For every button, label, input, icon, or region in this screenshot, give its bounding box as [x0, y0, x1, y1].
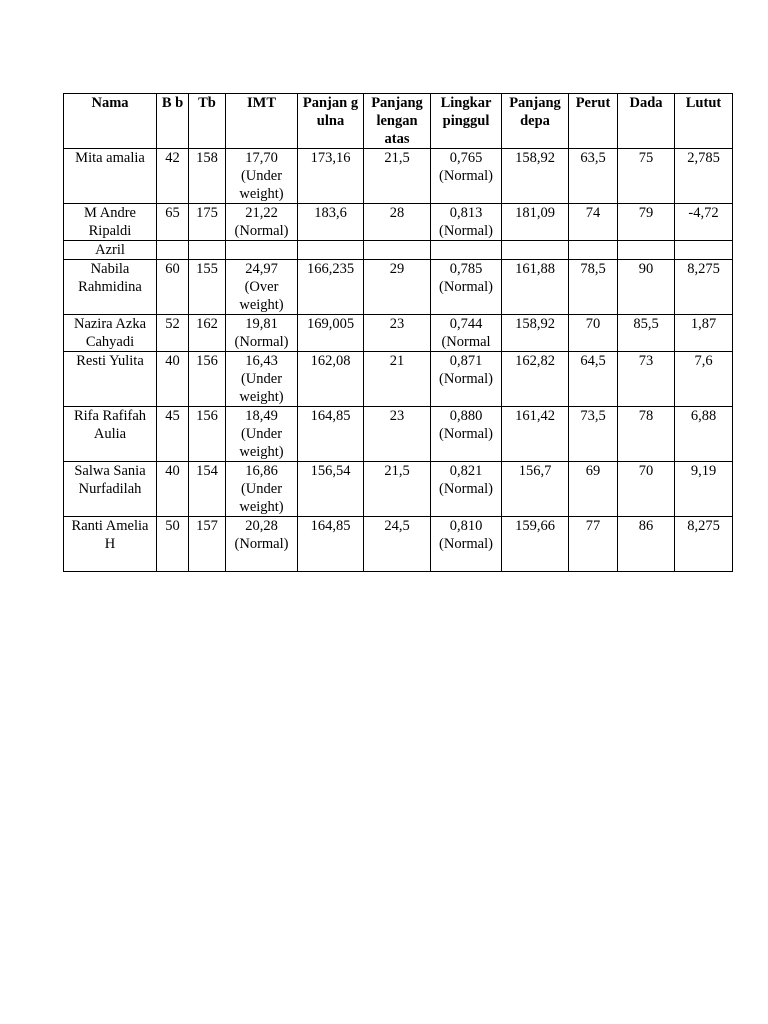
cell-bb: 42 [157, 149, 189, 204]
cell-imt: 18,49 (Under weight) [226, 407, 298, 462]
cell-imt: 16,43 (Under weight) [226, 352, 298, 407]
header-lingkar-pinggul: Lingkar pinggul [431, 94, 502, 149]
cell-tb: 158 [189, 149, 226, 204]
cell-bb: 65 [157, 204, 189, 241]
table-row [64, 462, 733, 517]
cell-perut [569, 241, 618, 260]
header-dada: Dada [618, 94, 675, 149]
cell-nama: Nazira Azka Cahyadi [64, 315, 157, 352]
cell-tb: 162 [189, 315, 226, 352]
cell-perut: 63,5 [569, 149, 618, 204]
cell-panjang-depa: 161,42 [502, 407, 569, 462]
cell-tb: 157 [189, 517, 226, 572]
cell-lutut: 8,275 [675, 260, 733, 315]
table-row [64, 407, 733, 462]
cell-bb [157, 241, 189, 260]
cell-panjang-lengan-atas: 28 [364, 204, 431, 241]
cell-nama: Mita amalia [64, 149, 157, 204]
cell-lingkar-pinggul: 0,810 (Normal) [431, 517, 502, 572]
cell-panjang-ulna: 164,85 [298, 517, 364, 572]
cell-panjang-depa: 159,66 [502, 517, 569, 572]
cell-panjang-ulna: 173,16 [298, 149, 364, 204]
cell-panjang-lengan-atas: 24,5 [364, 517, 431, 572]
cell-perut: 73,5 [569, 407, 618, 462]
cell-nama: Azril [64, 241, 157, 260]
table-row [64, 260, 733, 315]
header-imt: IMT [226, 94, 298, 149]
header-nama: Nama [64, 94, 157, 149]
cell-imt: 20,28 (Normal) [226, 517, 298, 572]
cell-nama: Ranti Amelia H [64, 517, 157, 572]
cell-dada: 78 [618, 407, 675, 462]
cell-lutut: 1,87 [675, 315, 733, 352]
header-panjang-lengan-atas: Panjang lengan atas [364, 94, 431, 149]
header-panjang-ulna: Panjan g ulna [298, 94, 364, 149]
cell-tb: 175 [189, 204, 226, 241]
cell-tb: 155 [189, 260, 226, 315]
cell-panjang-depa: 161,88 [502, 260, 569, 315]
cell-perut: 78,5 [569, 260, 618, 315]
cell-dada: 86 [618, 517, 675, 572]
cell-perut: 69 [569, 462, 618, 517]
cell-bb: 52 [157, 315, 189, 352]
table-row [64, 517, 733, 572]
cell-perut: 64,5 [569, 352, 618, 407]
cell-panjang-depa: 158,92 [502, 315, 569, 352]
header-row [64, 94, 733, 149]
cell-imt: 24,97 (Over weight) [226, 260, 298, 315]
cell-lingkar-pinggul: 0,813 (Normal) [431, 204, 502, 241]
cell-lingkar-pinggul: 0,765 (Normal) [431, 149, 502, 204]
table-body [64, 149, 733, 572]
cell-imt [226, 241, 298, 260]
cell-bb: 40 [157, 352, 189, 407]
header-lutut: Lutut [675, 94, 733, 149]
table-row [64, 352, 733, 407]
header-bb: B b [157, 94, 189, 149]
cell-lingkar-pinggul: 0,880 (Normal) [431, 407, 502, 462]
cell-perut: 74 [569, 204, 618, 241]
cell-panjang-lengan-atas: 21,5 [364, 149, 431, 204]
table-row [64, 241, 733, 260]
cell-nama: Resti Yulita [64, 352, 157, 407]
cell-bb: 45 [157, 407, 189, 462]
cell-lingkar-pinggul: 0,821 (Normal) [431, 462, 502, 517]
cell-nama: M Andre Ripaldi [64, 204, 157, 241]
cell-bb: 40 [157, 462, 189, 517]
cell-panjang-ulna: 156,54 [298, 462, 364, 517]
cell-lingkar-pinggul: 0,871 (Normal) [431, 352, 502, 407]
cell-nama: Rifa Rafifah Aulia [64, 407, 157, 462]
cell-panjang-depa: 158,92 [502, 149, 569, 204]
cell-panjang-ulna: 164,85 [298, 407, 364, 462]
cell-lutut [675, 241, 733, 260]
cell-panjang-ulna: 162,08 [298, 352, 364, 407]
cell-bb: 50 [157, 517, 189, 572]
cell-dada: 85,5 [618, 315, 675, 352]
cell-dada: 73 [618, 352, 675, 407]
cell-dada: 75 [618, 149, 675, 204]
cell-nama: Nabila Rahmidina [64, 260, 157, 315]
cell-imt: 19,81 (Normal) [226, 315, 298, 352]
cell-panjang-depa: 156,7 [502, 462, 569, 517]
cell-panjang-lengan-atas: 21 [364, 352, 431, 407]
cell-imt: 17,70 (Under weight) [226, 149, 298, 204]
cell-lingkar-pinggul: 0,785 (Normal) [431, 260, 502, 315]
cell-imt: 21,22 (Normal) [226, 204, 298, 241]
table-row [64, 315, 733, 352]
cell-panjang-depa: 181,09 [502, 204, 569, 241]
cell-lutut: 9,19 [675, 462, 733, 517]
cell-lutut: 7,6 [675, 352, 733, 407]
table-row [64, 149, 733, 204]
cell-panjang-depa: 162,82 [502, 352, 569, 407]
header-tb: Tb [189, 94, 226, 149]
table-row [64, 204, 733, 241]
cell-panjang-lengan-atas: 23 [364, 315, 431, 352]
cell-lutut: 6,88 [675, 407, 733, 462]
cell-tb: 156 [189, 407, 226, 462]
cell-tb: 156 [189, 352, 226, 407]
cell-tb [189, 241, 226, 260]
cell-dada: 79 [618, 204, 675, 241]
cell-panjang-ulna: 169,005 [298, 315, 364, 352]
cell-perut: 77 [569, 517, 618, 572]
cell-lutut: 8,275 [675, 517, 733, 572]
cell-panjang-lengan-atas: 23 [364, 407, 431, 462]
cell-lutut: 2,785 [675, 149, 733, 204]
cell-panjang-lengan-atas [364, 241, 431, 260]
header-panjang-depa: Panjang depa [502, 94, 569, 149]
cell-bb: 60 [157, 260, 189, 315]
header-perut: Perut [569, 94, 618, 149]
cell-lingkar-pinggul: 0,744 (Normal [431, 315, 502, 352]
cell-panjang-ulna [298, 241, 364, 260]
cell-dada: 70 [618, 462, 675, 517]
cell-perut: 70 [569, 315, 618, 352]
cell-nama: Salwa Sania Nurfadilah [64, 462, 157, 517]
cell-panjang-ulna: 183,6 [298, 204, 364, 241]
cell-panjang-lengan-atas: 21,5 [364, 462, 431, 517]
cell-tb: 154 [189, 462, 226, 517]
cell-imt: 16,86 (Under weight) [226, 462, 298, 517]
cell-panjang-ulna: 166,235 [298, 260, 364, 315]
anthropometry-table [63, 93, 733, 572]
cell-lutut: -4,72 [675, 204, 733, 241]
cell-panjang-lengan-atas: 29 [364, 260, 431, 315]
cell-dada [618, 241, 675, 260]
cell-lingkar-pinggul [431, 241, 502, 260]
cell-dada: 90 [618, 260, 675, 315]
cell-panjang-depa [502, 241, 569, 260]
